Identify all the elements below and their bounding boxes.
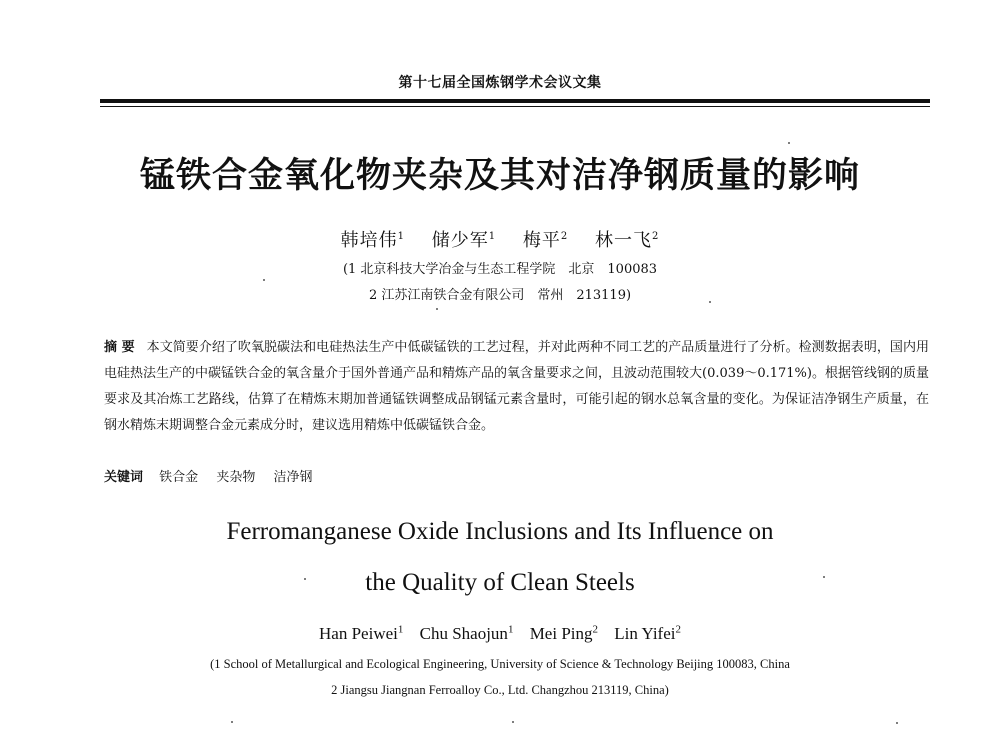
english-author — [420, 624, 514, 643]
keyword: 夹杂物 — [216, 470, 256, 485]
author-name: 储少军 — [431, 230, 489, 251]
scan-speck — [231, 721, 233, 723]
author-affiliation-mark: 2 — [675, 623, 681, 635]
running-header: 第十七届全国炼钢学术会议文集 — [398, 75, 602, 91]
author-affiliation-mark: 1 — [488, 231, 497, 242]
author-name: Mei Ping — [529, 623, 593, 643]
chinese-author — [341, 230, 405, 251]
english-author — [319, 624, 403, 643]
author-affiliation-mark: 2 — [651, 231, 660, 242]
scan-speck — [823, 576, 825, 578]
chinese-affiliation-2: 2 江苏江南铁合金有限公司 常州 213119) — [368, 288, 632, 303]
chinese-keywords — [104, 466, 929, 485]
chinese-author — [523, 230, 568, 251]
header-rule-thick — [100, 99, 930, 103]
english-affiliation-1: (1 School of Metallurgical and Ecological Engineering, University of Science & Technology Beijing 100083, China — [210, 657, 790, 671]
header-rule-thin — [100, 106, 930, 107]
chinese-affiliation-1: (1 北京科技大学冶金与生态工程学院 北京 100083 — [342, 262, 658, 277]
author-name: Chu Shaojun — [419, 623, 508, 643]
scan-speck — [436, 308, 438, 310]
english-authors — [0, 623, 1000, 644]
author-affiliation-mark: 1 — [507, 623, 514, 635]
chinese-title: 锰铁合金氧化物夹杂及其对洁净钢质量的影响 — [139, 156, 860, 196]
scan-speck — [788, 142, 790, 144]
english-author — [530, 624, 598, 643]
abstract-text: 本文简要介绍了吹氧脱碳法和电硅热法生产中低碳锰铁的工艺过程，并对此两种不同工艺的产品质量进行了分析。检测数据表明，国内用电硅热法生产的中碳锰铁合金的氧含量介于国外普通产品和精炼产品的氧含量要求之间，且波动范围较大(0.039～0.171%)。根据管线钢的质量要求及其冶炼工艺路线，估算了在精炼末期加普通锰铁调整成品钢锰元素含量时，可能引起的钢水总氧含量的变化。为保证洁净钢生产质量，在钢水精炼末期调整合金元素成分时，建议选用精炼中低碳锰铁合金。 — [104, 340, 929, 433]
scan-speck — [896, 722, 898, 724]
keyword: 铁合金 — [159, 470, 199, 485]
chinese-author — [432, 230, 496, 251]
scan-speck — [709, 301, 711, 303]
keyword: 洁净钢 — [273, 470, 313, 485]
author-affiliation-mark: 1 — [397, 231, 406, 242]
chinese-abstract — [104, 335, 929, 439]
scan-speck — [304, 578, 306, 580]
author-affiliation-mark: 2 — [592, 623, 598, 635]
author-name: Han Peiwei — [319, 623, 398, 643]
chinese-authors — [0, 226, 1000, 252]
english-author — [614, 624, 681, 643]
scan-speck — [512, 721, 514, 723]
author-name: 梅平 — [522, 230, 561, 251]
english-title-line-2: the Quality of Clean Steels — [365, 569, 635, 596]
author-name: Lin Yifei — [614, 623, 676, 643]
abstract-label: 摘 要 — [104, 340, 135, 355]
english-title-line-1: Ferromanganese Oxide Inclusions and Its Influence on — [226, 518, 774, 545]
chinese-author — [595, 230, 659, 251]
author-affiliation-mark: 1 — [397, 623, 404, 635]
author-name: 林一飞 — [594, 230, 652, 251]
author-name: 韩培伟 — [340, 230, 398, 251]
keywords-label: 关键词 — [104, 470, 144, 485]
scan-speck — [263, 279, 265, 281]
author-affiliation-mark: 2 — [560, 231, 569, 242]
english-affiliation-2: 2 Jiangsu Jiangnan Ferroalloy Co., Ltd. Changzhou 213119, China) — [331, 683, 669, 697]
